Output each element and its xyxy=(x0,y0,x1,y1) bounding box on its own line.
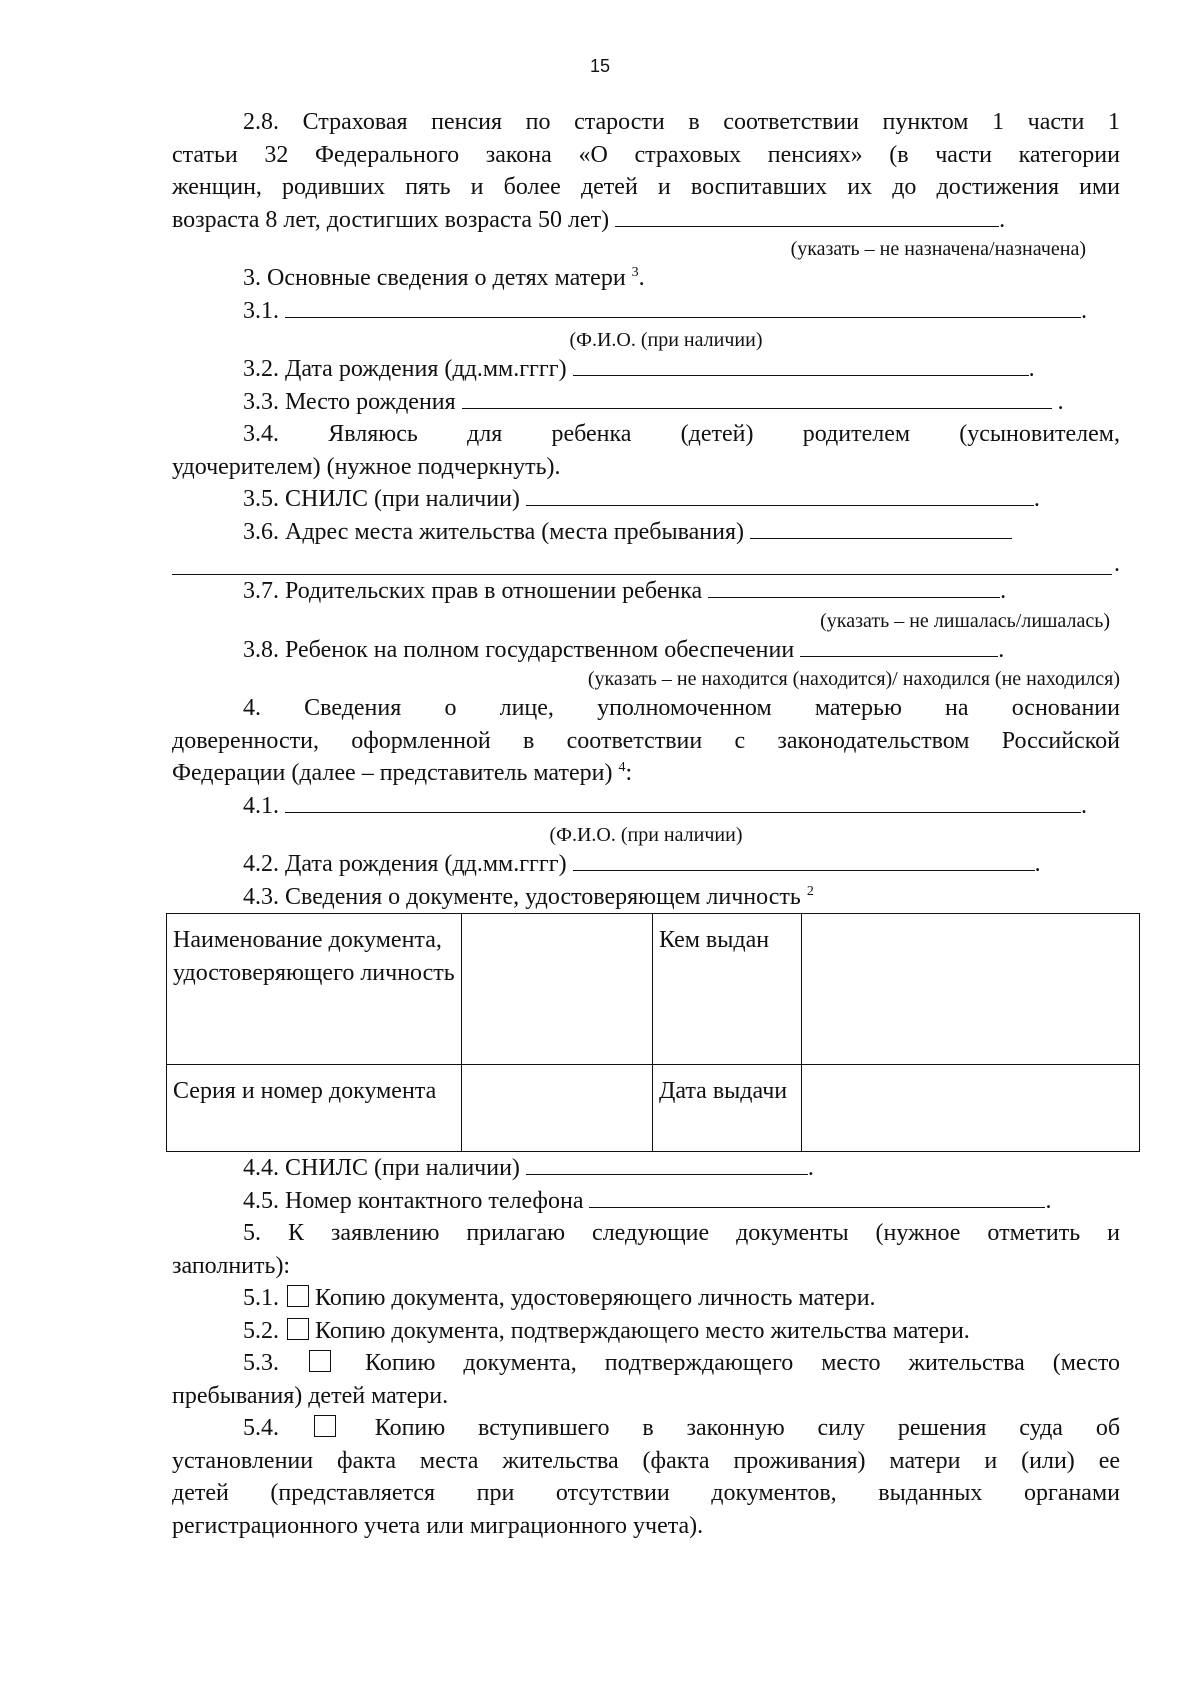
s3-heading xyxy=(172,262,1120,295)
s3-item-38-label: 3.8. Ребенок на полном государственном обеспечении xyxy=(243,636,795,663)
child-snils-field[interactable] xyxy=(526,483,1034,506)
s5-item-53-line-2: пребывания) детей матери. xyxy=(172,1382,449,1409)
s4-item-41-label: 4.1. xyxy=(243,792,279,819)
s3-item-36-label: 3.6. Адрес места жительства (места пребывания) xyxy=(243,518,744,545)
s3-item-37-label: 3.7. Родительских прав в отношении ребенка xyxy=(243,578,703,604)
s4-item-41 xyxy=(172,790,1120,823)
s3-item-37 xyxy=(172,575,1120,608)
s3-item-33-dot: . xyxy=(1057,388,1064,415)
s3-item-38-dot: . xyxy=(998,636,1005,663)
document-body xyxy=(172,106,1120,1542)
page-number: 15 xyxy=(589,56,611,76)
s4-item-44 xyxy=(172,1152,1120,1185)
series-number-cell[interactable] xyxy=(462,1065,653,1152)
s5-line-2: заполнить): xyxy=(172,1252,291,1279)
s4-line-1: 4. Сведения о лице, уполномоченном матерью на основании xyxy=(243,695,1120,721)
s3-item-38-hint: (указать – не находится (находится)/ находился (не находился) xyxy=(587,668,1120,690)
s5-item-51-num: 5.1. xyxy=(243,1285,279,1311)
s3-item-32-label: 3.2. Дата рождения (дд.мм.гггг) xyxy=(243,356,567,382)
id-document-table xyxy=(166,913,1140,1152)
attach-53-checkbox[interactable] xyxy=(309,1350,331,1372)
p28-line-3: женщин, родивших пять и более детей и воспитавших их до достижения ими xyxy=(172,174,1120,200)
s5-item-54-line-2: установлении факта места жительства (факта проживания) матери и (или) ее xyxy=(172,1447,1120,1474)
table-row xyxy=(167,1065,1140,1152)
p28-line-1: 2.8. Страховая пенсия по старости в соответствии пунктом 1 части 1 xyxy=(243,109,1120,135)
s3-item-36 xyxy=(172,516,1120,549)
s4-item-45-dot: . xyxy=(1045,1187,1052,1214)
s3-item-38 xyxy=(172,634,1120,667)
s5-item-54-line-3: детей (представляется при отсутствии документов, выданных органами xyxy=(172,1480,1120,1506)
child-birthplace-field[interactable] xyxy=(462,386,1052,409)
s3-item-31-label: 3.1. xyxy=(243,297,279,324)
s4-item-42-label: 4.2. Дата рождения (дд.мм.гггг) xyxy=(243,851,567,877)
doc-name-label: Наименование документа, удостоверяющего личность xyxy=(167,914,462,1065)
state-support-field[interactable] xyxy=(800,634,998,657)
s3-item-34-line-2: удочерителем) (нужное подчеркнуть). xyxy=(172,453,561,480)
s5-item-53-text-1: Копию документа, подтверждающего место жительства (место xyxy=(365,1350,1121,1376)
s3-item-35 xyxy=(172,483,1120,516)
s3-item-31 xyxy=(172,295,1120,328)
s5-item-54-text-1: Копию вступившего в законную силу решения суда об xyxy=(374,1415,1121,1441)
rep-birthdate-field[interactable] xyxy=(573,848,1035,871)
s3-item-31-hint: (Ф.И.О. (при наличии) xyxy=(569,329,763,351)
s3-item-33-label: 3.3. Место рождения xyxy=(243,388,456,415)
attach-54-checkbox[interactable] xyxy=(314,1415,336,1437)
s3-item-32 xyxy=(172,353,1120,386)
p28-pension-field[interactable] xyxy=(615,204,999,227)
s4-item-41-dot: . xyxy=(1081,792,1087,819)
s5-item-52-num: 5.2. xyxy=(243,1317,279,1344)
s3-item-37-hint: (указать – не лишалась/лишалась) xyxy=(820,609,1110,632)
child-address-field-line-2[interactable] xyxy=(172,548,1112,575)
issued-by-cell[interactable] xyxy=(802,914,1140,1065)
s3-item-37-dot: . xyxy=(1000,578,1007,604)
p28-line-4 xyxy=(172,204,1120,237)
table-row xyxy=(167,914,1140,1065)
s4-item-44-label: 4.4. СНИЛС (при наличии) xyxy=(243,1155,520,1181)
s3-item-35-dot: . xyxy=(1033,486,1040,512)
attach-51-checkbox[interactable] xyxy=(287,1285,309,1307)
child-fio-field[interactable] xyxy=(285,295,1081,318)
s5-item-54-num: 5.4. xyxy=(243,1415,279,1441)
s3-item-32-dot: . xyxy=(1028,356,1035,382)
s3-item-31-dot: . xyxy=(1081,297,1087,324)
s4-item-43-label: 4.3. Сведения о документе, удостоверяющем личность xyxy=(243,883,801,910)
series-number-label: Серия и номер документа xyxy=(167,1065,462,1152)
p28-dot: . xyxy=(999,206,1006,233)
s4-footnote-ref: 4 xyxy=(618,760,626,775)
p28-hint: (указать – не назначена/назначена) xyxy=(790,238,1086,260)
s4-line-3: Федерации (далее – представитель матери) $^4$: xyxy=(172,760,633,786)
s4-item-43 xyxy=(172,881,1120,914)
p28-line-4-text: возраста 8 лет, достигших возраста 50 лет) xyxy=(172,206,610,233)
s4-item-44-dot: . xyxy=(807,1155,814,1181)
s4-item-42-dot: . xyxy=(1034,851,1041,877)
issue-date-cell[interactable] xyxy=(802,1065,1140,1152)
s3-heading-dot: . xyxy=(638,265,645,291)
s5-item-52-text: Копию документа, подтверждающего место жительства матери. xyxy=(315,1317,970,1344)
s5-item-54-line-1 xyxy=(172,1412,1120,1445)
child-birthdate-field[interactable] xyxy=(573,353,1029,376)
s4-item-45-label: 4.5. Номер контактного телефона xyxy=(243,1187,584,1214)
doc-name-cell[interactable] xyxy=(462,914,653,1065)
s3-item-35-label: 3.5. СНИЛС (при наличии) xyxy=(243,486,520,512)
p28-line-2: статьи 32 Федерального закона «О страховых пенсиях» (в части категории xyxy=(172,141,1120,168)
parental-rights-field[interactable] xyxy=(708,575,1000,598)
issued-by-label: Кем выдан xyxy=(653,914,802,1065)
s4-item-42 xyxy=(172,848,1120,881)
child-address-field[interactable] xyxy=(750,516,1012,539)
s4-line-3-text: Федерации (далее – представитель матери) xyxy=(172,760,613,786)
s3-item-34-line-1: 3.4. Являюсь для ребенка (детей) родителем (усыновителем, xyxy=(243,421,1120,447)
s3-heading-text: 3. Основные сведения о детях матери xyxy=(243,265,626,291)
s4-item-45 xyxy=(172,1185,1120,1218)
s4-item-41-hint: (Ф.И.О. (при наличии) xyxy=(549,824,743,846)
s3-footnote-ref: 3 xyxy=(631,265,639,280)
s3-item-33 xyxy=(172,386,1120,419)
issue-date-label: Дата выдачи xyxy=(653,1065,802,1152)
rep-phone-field[interactable] xyxy=(589,1185,1045,1208)
s5-item-53-line-1 xyxy=(172,1347,1120,1380)
s5-item-54-line-4: регистрационного учета или миграционного учета). xyxy=(172,1512,704,1539)
attach-52-checkbox[interactable] xyxy=(287,1318,309,1340)
rep-snils-field[interactable] xyxy=(526,1152,808,1175)
child-address-continuation xyxy=(172,548,1120,575)
s4-item-43-footnote-ref: 2 xyxy=(806,883,814,899)
s5-item-51-text: Копию документа, удостоверяющего личность матери. xyxy=(315,1285,876,1311)
s5-item-53-num: 5.3. xyxy=(243,1350,279,1376)
s5-item-52 xyxy=(172,1315,1120,1348)
s3-item-36-dot: . xyxy=(1114,551,1120,577)
s5-line-1: 5. К заявлению прилагаю следующие документы (нужное отметить и xyxy=(243,1220,1120,1246)
s5-item-51 xyxy=(172,1282,1120,1315)
rep-fio-field[interactable] xyxy=(285,790,1081,813)
s4-line-2: доверенности, оформленной в соответствии с законодательством Российской xyxy=(172,727,1120,754)
